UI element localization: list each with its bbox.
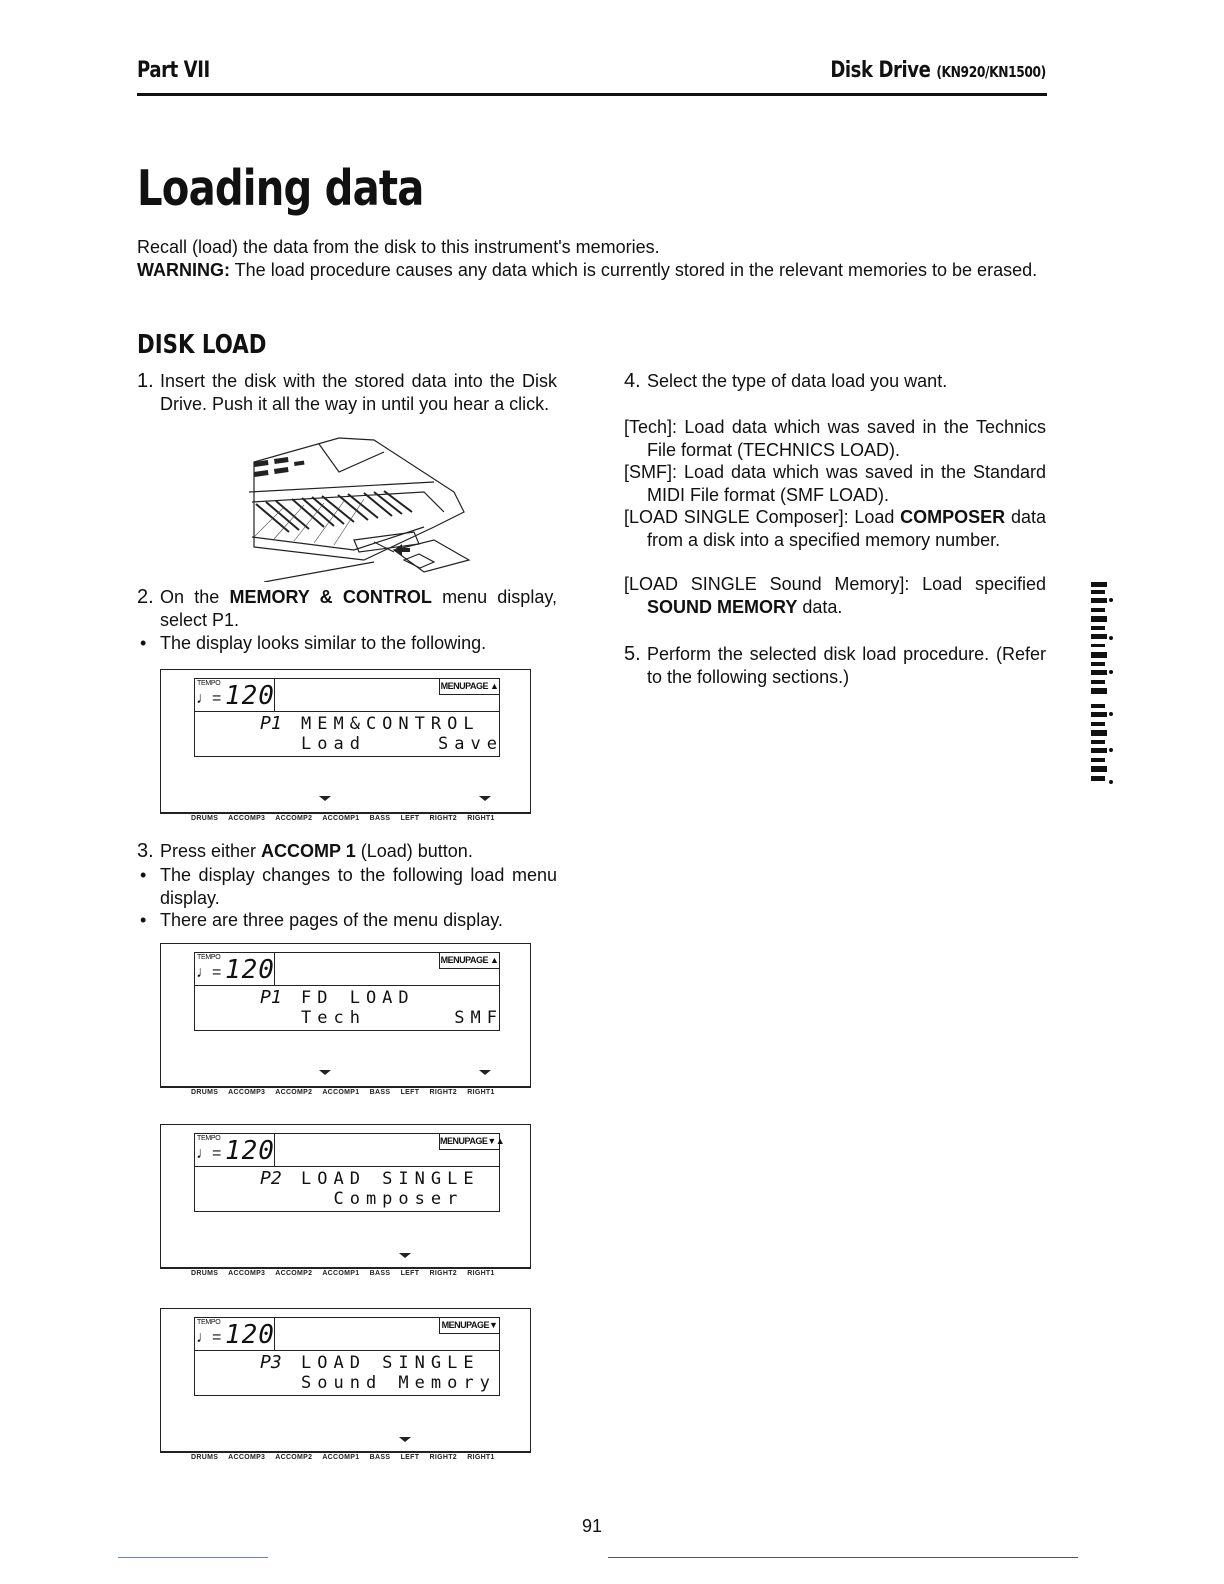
part-label: Part VII xyxy=(137,58,210,83)
lcd-footer-labels: DRUMS ACCOMP3 ACCOMP2 ACCOMP1 BASS LEFT RIGHT2 RIGHT1 xyxy=(191,1089,495,1096)
section-title: DISK LOAD xyxy=(137,330,267,360)
chapter-name: Disk Drive xyxy=(830,58,931,83)
warning xyxy=(137,259,1047,282)
step-2 xyxy=(137,586,557,631)
down-arrow-icon xyxy=(399,1437,411,1442)
down-arrow-icon xyxy=(319,1070,331,1075)
lcd-text-area: P1 FD LOAD Tech SMF xyxy=(194,986,500,1031)
step-4 xyxy=(624,370,1046,393)
lcd-text-area: P1 MEM&CONTROL Load Save xyxy=(194,712,500,757)
step-number: 1. xyxy=(137,370,154,392)
keyboard-illustration xyxy=(244,432,474,582)
down-arrow-icon xyxy=(399,1253,411,1258)
step-text: Insert the disk with the stored data into the Disk Drive. Push it all the way in until you hear a click. xyxy=(160,371,557,414)
lcd-display-fd-load xyxy=(160,943,531,1096)
step-text: On the MEMORY & CONTROL menu display, select P1. xyxy=(160,587,557,630)
tempo-display: TEMPO ♩= 120 xyxy=(196,1135,275,1166)
down-arrow-icon xyxy=(479,1070,491,1075)
footer-rule-left xyxy=(118,1557,268,1558)
step-number: 3. xyxy=(137,840,154,862)
header-rule xyxy=(137,93,1047,96)
bullet: • The display changes to the following load menu display. xyxy=(140,865,557,908)
chapter-tab-marks xyxy=(1091,578,1121,788)
model-numbers: (KN920/KN1500) xyxy=(936,63,1046,81)
option-tech: [Tech]: Load data which was saved in the Technics File format (TECHNICS LOAD). xyxy=(624,417,1046,460)
lcd-footer-labels: DRUMS ACCOMP3 ACCOMP2 ACCOMP1 BASS LEFT RIGHT2 RIGHT1 xyxy=(191,815,495,822)
footer-rule-right xyxy=(608,1557,1078,1558)
step-text: Perform the selected disk load procedure. (Refer to the following sections.) xyxy=(647,644,1046,687)
lcd-display-load-single-composer xyxy=(160,1124,531,1277)
bullet-text: The display changes to the following load menu display. xyxy=(160,865,557,908)
chapter-title xyxy=(830,58,1046,83)
option-load-single-composer: [LOAD SINGLE Composer]: Load COMPOSER data from a disk into a specified memory number. xyxy=(624,507,1046,550)
intro-line: Recall (load) the data from the disk to this instrument's memories. xyxy=(137,237,660,257)
lcd-text-area: P3 LOAD SINGLE Sound Memory xyxy=(194,1351,500,1396)
menu-page-indicator: MENUPAGE ▲ xyxy=(439,953,499,969)
step-text: Select the type of data load you want. xyxy=(647,371,948,391)
step-number: 2. xyxy=(137,586,154,608)
option-load-single-sound-memory: [LOAD SINGLE Sound Memory]: Load specified SOUND MEMORY data. xyxy=(624,574,1046,617)
option-smf: [SMF]: Load data which was saved in the Standard MIDI File format (SMF LOAD). xyxy=(624,462,1046,505)
bullet: • The display looks similar to the following. xyxy=(140,633,487,653)
menu-page-indicator: MENUPAGE ▲ xyxy=(439,679,499,695)
tempo-display: TEMPO ♩= 120 xyxy=(196,954,275,985)
step-number: 4. xyxy=(624,370,641,392)
intro xyxy=(137,236,1047,282)
step-number: 5. xyxy=(624,643,641,665)
step-3 xyxy=(137,840,557,863)
page-number: 91 xyxy=(582,1516,603,1536)
lcd-footer-labels: DRUMS ACCOMP3 ACCOMP2 ACCOMP1 BASS LEFT RIGHT2 RIGHT1 xyxy=(191,1454,495,1461)
bullet-text: The display looks similar to the following. xyxy=(160,633,487,653)
lcd-footer-labels: DRUMS ACCOMP3 ACCOMP2 ACCOMP1 BASS LEFT RIGHT2 RIGHT1 xyxy=(191,1270,495,1277)
lcd-display-load-single-sound-memory xyxy=(160,1308,531,1461)
lcd-display-mem-control xyxy=(160,669,531,822)
menu-page-indicator: MENUPAGE▼▲ xyxy=(439,1134,499,1150)
menu-page-indicator: MENUPAGE▼ xyxy=(439,1318,499,1334)
down-arrow-icon xyxy=(319,796,331,801)
down-arrow-icon xyxy=(479,796,491,801)
page-title: Loading data xyxy=(137,160,424,217)
step-1 xyxy=(137,370,557,415)
tempo-display: TEMPO ♩= 120 xyxy=(196,680,275,711)
lcd-text-area: P2 LOAD SINGLE Composer xyxy=(194,1167,500,1212)
warning-text: The load procedure causes any data which is currently stored in the relevant memories to be erased. xyxy=(230,260,1038,280)
step-text: Press either ACCOMP 1 (Load) button. xyxy=(160,841,473,861)
tempo-display: TEMPO ♩= 120 xyxy=(196,1319,275,1350)
warning-label: WARNING: xyxy=(137,260,230,280)
step-5 xyxy=(624,643,1046,688)
bullet-text: There are three pages of the menu display. xyxy=(160,910,503,930)
bullet: • There are three pages of the menu display. xyxy=(140,910,503,930)
